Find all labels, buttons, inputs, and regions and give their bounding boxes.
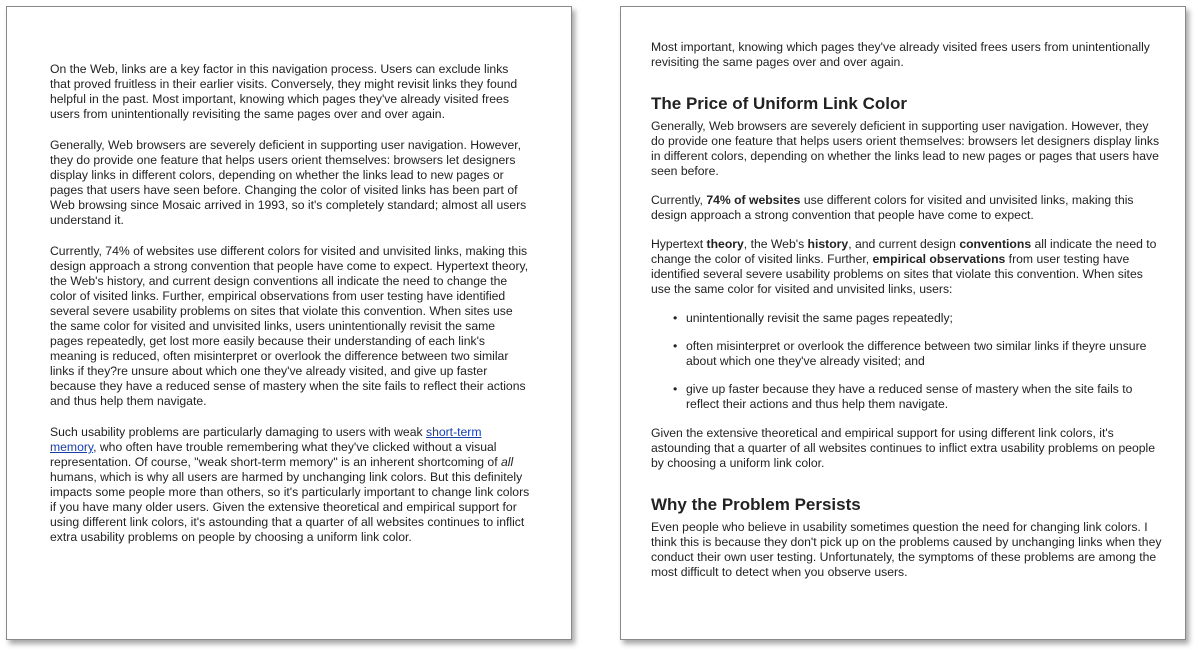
left-p4-text-a: Such usability problems are particularly damaging to users with weak bbox=[50, 425, 426, 439]
bullet-icon: • bbox=[673, 339, 678, 353]
list-item bbox=[673, 382, 1165, 412]
right-p4-text-b: , the Web's bbox=[743, 237, 808, 251]
list-item-text: often misinterpret or overlook the difference between two similar links if theyre unsure about which one they've already visited; and bbox=[686, 339, 1147, 368]
right-p4-text-e: from user testing have identified several severe usability problems on sites that violate this convention. When sites use the same color for visited and unvisited links, users: bbox=[651, 252, 1143, 296]
right-paragraph-1: Most important, knowing which pages they've already visited frees users from unintentionally revisiting the same pages over and over again. bbox=[651, 40, 1150, 69]
short-term-memory-link[interactable]: short-term memory bbox=[50, 425, 482, 454]
right-paragraph-4 bbox=[651, 237, 1165, 297]
bullet-icon: • bbox=[673, 382, 678, 396]
right-document-page bbox=[620, 6, 1186, 640]
right-p4-text-a: Hypertext bbox=[651, 237, 707, 251]
right-p4-text-c: , and current design bbox=[848, 237, 960, 251]
list-item-text: unintentionally revisit the same pages repeatedly; bbox=[686, 311, 953, 325]
right-p4-text-d: all indicate the need to change the color of visited links. Further, bbox=[651, 237, 1157, 266]
right-p4-bold-conventions: conventions bbox=[959, 237, 1032, 251]
right-paragraph-2: Generally, Web browsers are severely deficient in supporting user navigation. However, they do provide one feature that helps users orient themselves: browsers let designers display links in different colors, depending on whether the links lead to new pages or pages that users have seen before. bbox=[651, 119, 1160, 178]
heading-why-the-problem-persists: Why the Problem Persists bbox=[651, 495, 861, 514]
right-p4-bold-history: history bbox=[807, 237, 849, 251]
left-document-page bbox=[6, 6, 572, 640]
list-item-text: give up faster because they have a reduced sense of mastery when the site fails to reflect their actions and thus help them navigate. bbox=[686, 382, 1133, 411]
left-p4-text-b: , who often have trouble remembering what they've clicked without a visual representation. Of course, "weak short-term memory" is an inherent shortcoming of bbox=[50, 440, 501, 469]
list-item bbox=[673, 311, 1165, 326]
bullet-list bbox=[651, 311, 1165, 412]
left-paragraph-2: Generally, Web browsers are severely deficient in supporting user navigation. However, they do provide one feature that helps users orient themselves: browsers let designers display links in different colors, depending on whether the links lead to new pages or pages that users have seen before. Changing the color of visited links has been part of Web browsing since Mosaic arrived in 1993, so it's completely standard; almost all users understand it. bbox=[50, 138, 527, 227]
right-p4-bold-theory: theory bbox=[706, 237, 744, 251]
left-paragraph-1: On the Web, links are a key factor in this navigation process. Users can exclude links that proved fruitless in their earlier visits. Conversely, they might revisit links they found helpful in the past. Most important, knowing which pages they've already visited frees users from unintentionally revisiting the same pages over and over again. bbox=[50, 62, 518, 121]
heading-price-of-uniform-link-color: The Price of Uniform Link Color bbox=[651, 94, 907, 113]
bullet-icon: • bbox=[673, 311, 678, 325]
right-p3-text-b: use different colors for visited and unvisited links, making this design approach a strong convention that people have come to expect. bbox=[651, 193, 1134, 222]
list-item bbox=[673, 339, 1165, 369]
left-p4-italic-all: all bbox=[500, 455, 514, 469]
right-p3-text-a: Currently, bbox=[651, 193, 707, 207]
right-paragraph-6: Even people who believe in usability sometimes question the need for changing link colors. I think this is because they don't pick up on the problems caused by unchanging links when they conduct their own user testing. Unfortunately, the symptoms of these problems are among the most difficult to detect when you observe users. bbox=[651, 520, 1162, 579]
left-paragraph-4 bbox=[50, 425, 531, 545]
right-paragraph-3 bbox=[651, 193, 1165, 223]
left-paragraph-3: Currently, 74% of websites use different colors for visited and unvisited links, making this design approach a strong convention that people have come to expect. Hypertext theory, the Web's history, and current design conventions all indicate the need to change the color of visited links. Further, empirical observations from user testing have identified several severe usability problems on sites that violate this convention. When sites use the same color for visited and unvisited links, users unintentionally revisit the same pages repeatedly, get lost more easily because their understanding of each link's meaning is reduced, often misinterpret or overlook the difference between two similar links if they?re unsure about which one they've already visited, and give up faster because they have a reduced sense of mastery when the site fails to reflect their actions and thus help them navigate. bbox=[50, 244, 529, 408]
right-p3-bold: 74% of websites bbox=[706, 193, 801, 207]
left-p4-text-c: humans, which is why all users are harmed by unchanging link colors. But this definitely impacts some people more than others, so it's particularly important to change link colors if you have many older users. Given the extensive theoretical and empirical support for using different link colors, it's astounding that a quarter of all websites continues to inflict extra usability problems on people by choosing a uniform link color. bbox=[50, 470, 530, 544]
right-paragraph-5: Given the extensive theoretical and empirical support for using different link colors, it's astounding that a quarter of all websites continues to inflict extra usability problems on people by choosing a uniform link color. bbox=[651, 426, 1156, 470]
right-p4-bold-empirical: empirical observations bbox=[872, 252, 1006, 266]
